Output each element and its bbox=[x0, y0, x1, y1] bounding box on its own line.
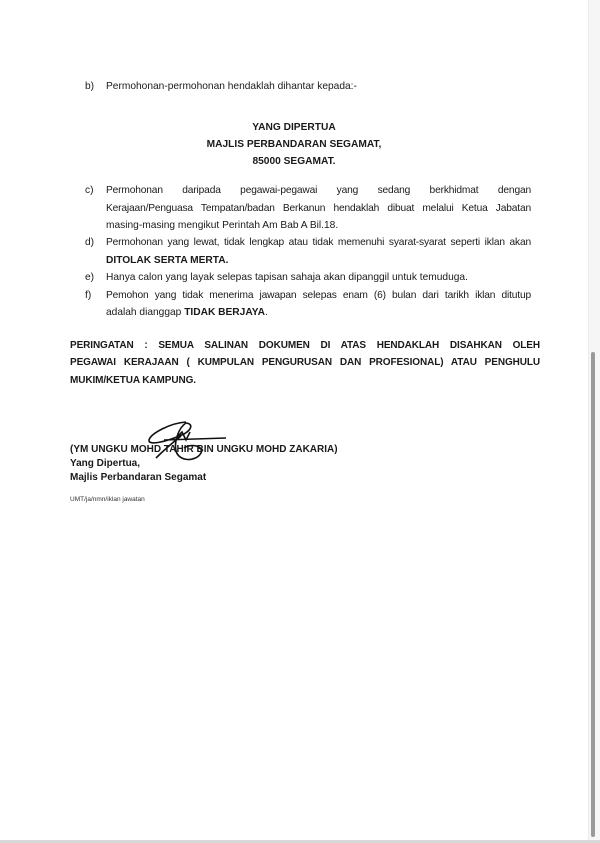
reference-code: UMT/ja/nmn/iklan jawatan bbox=[70, 496, 145, 503]
item-e-text: Hanya calon yang layak selepas tapisan sahaja akan dipanggil untuk temuduga. bbox=[106, 272, 468, 283]
warning-line-1: PERINGATAN : SEMUA SALINAN DOKUMEN DI ATAS HENDAKLAH DISAHKAN OLEH bbox=[70, 340, 540, 351]
item-f-label: f) bbox=[85, 290, 92, 301]
signature-image bbox=[146, 418, 236, 468]
signatory-title: Yang Dipertua, bbox=[70, 458, 141, 469]
item-d-bold: DITOLAK SERTA MERTA. bbox=[106, 255, 229, 266]
address-line-1: YANG DIPERTUA bbox=[252, 122, 336, 133]
signatory-org: Majlis Perbandaran Segamat bbox=[70, 472, 207, 483]
warning-line-3: MUKIM/KETUA KAMPUNG. bbox=[70, 375, 196, 386]
item-f-prefix: adalah dianggap bbox=[106, 307, 185, 318]
item-f-line-2 bbox=[106, 307, 268, 319]
item-c-line-1: Permohonan daripada pegawai-pegawai yang sedang berkhidmat dengan bbox=[106, 185, 531, 196]
item-b-label: b) bbox=[85, 81, 95, 92]
item-c-label: c) bbox=[85, 185, 94, 196]
item-e-label: e) bbox=[85, 272, 95, 283]
item-f-suffix: . bbox=[264, 307, 268, 318]
item-c-line-3: masing-masing mengikut Perintah Am Bab A Bil.18. bbox=[106, 220, 339, 231]
item-d-label: d) bbox=[85, 237, 95, 248]
warning-line-2: PEGAWAI KERAJAAN ( KUMPULAN PENGURUSAN DAN PROFESIONAL) ATAU PENGHULU bbox=[70, 357, 540, 368]
signatory-name: (YM UNGKU MOHD TAHIR BIN UNGKU MOHD ZAKARIA) bbox=[70, 444, 338, 455]
item-f-bold: TIDAK BERJAYA bbox=[184, 307, 265, 318]
address-line-3: 85000 SEGAMAT. bbox=[252, 156, 336, 167]
item-f-line-1: Pemohon yang tidak menerima jawapan selepas enam (6) bulan dari tarikh iklan ditutup bbox=[106, 290, 531, 301]
scrollbar-thumb[interactable] bbox=[591, 352, 595, 837]
address-line-2: MAJLIS PERBANDARAN SEGAMAT, bbox=[206, 139, 382, 150]
item-b-text: Permohonan-permohonan hendaklah dihantar kepada:- bbox=[106, 81, 357, 92]
item-d-line-1: Permohonan yang lewat, tidak lengkap atau tidak memenuhi syarat-syarat seperti iklan akan bbox=[106, 237, 531, 248]
item-c-line-2: Kerajaan/Penguasa Tempatan/badan Berkanun hendaklah dibuat melalui Ketua Jabatan bbox=[106, 203, 531, 214]
